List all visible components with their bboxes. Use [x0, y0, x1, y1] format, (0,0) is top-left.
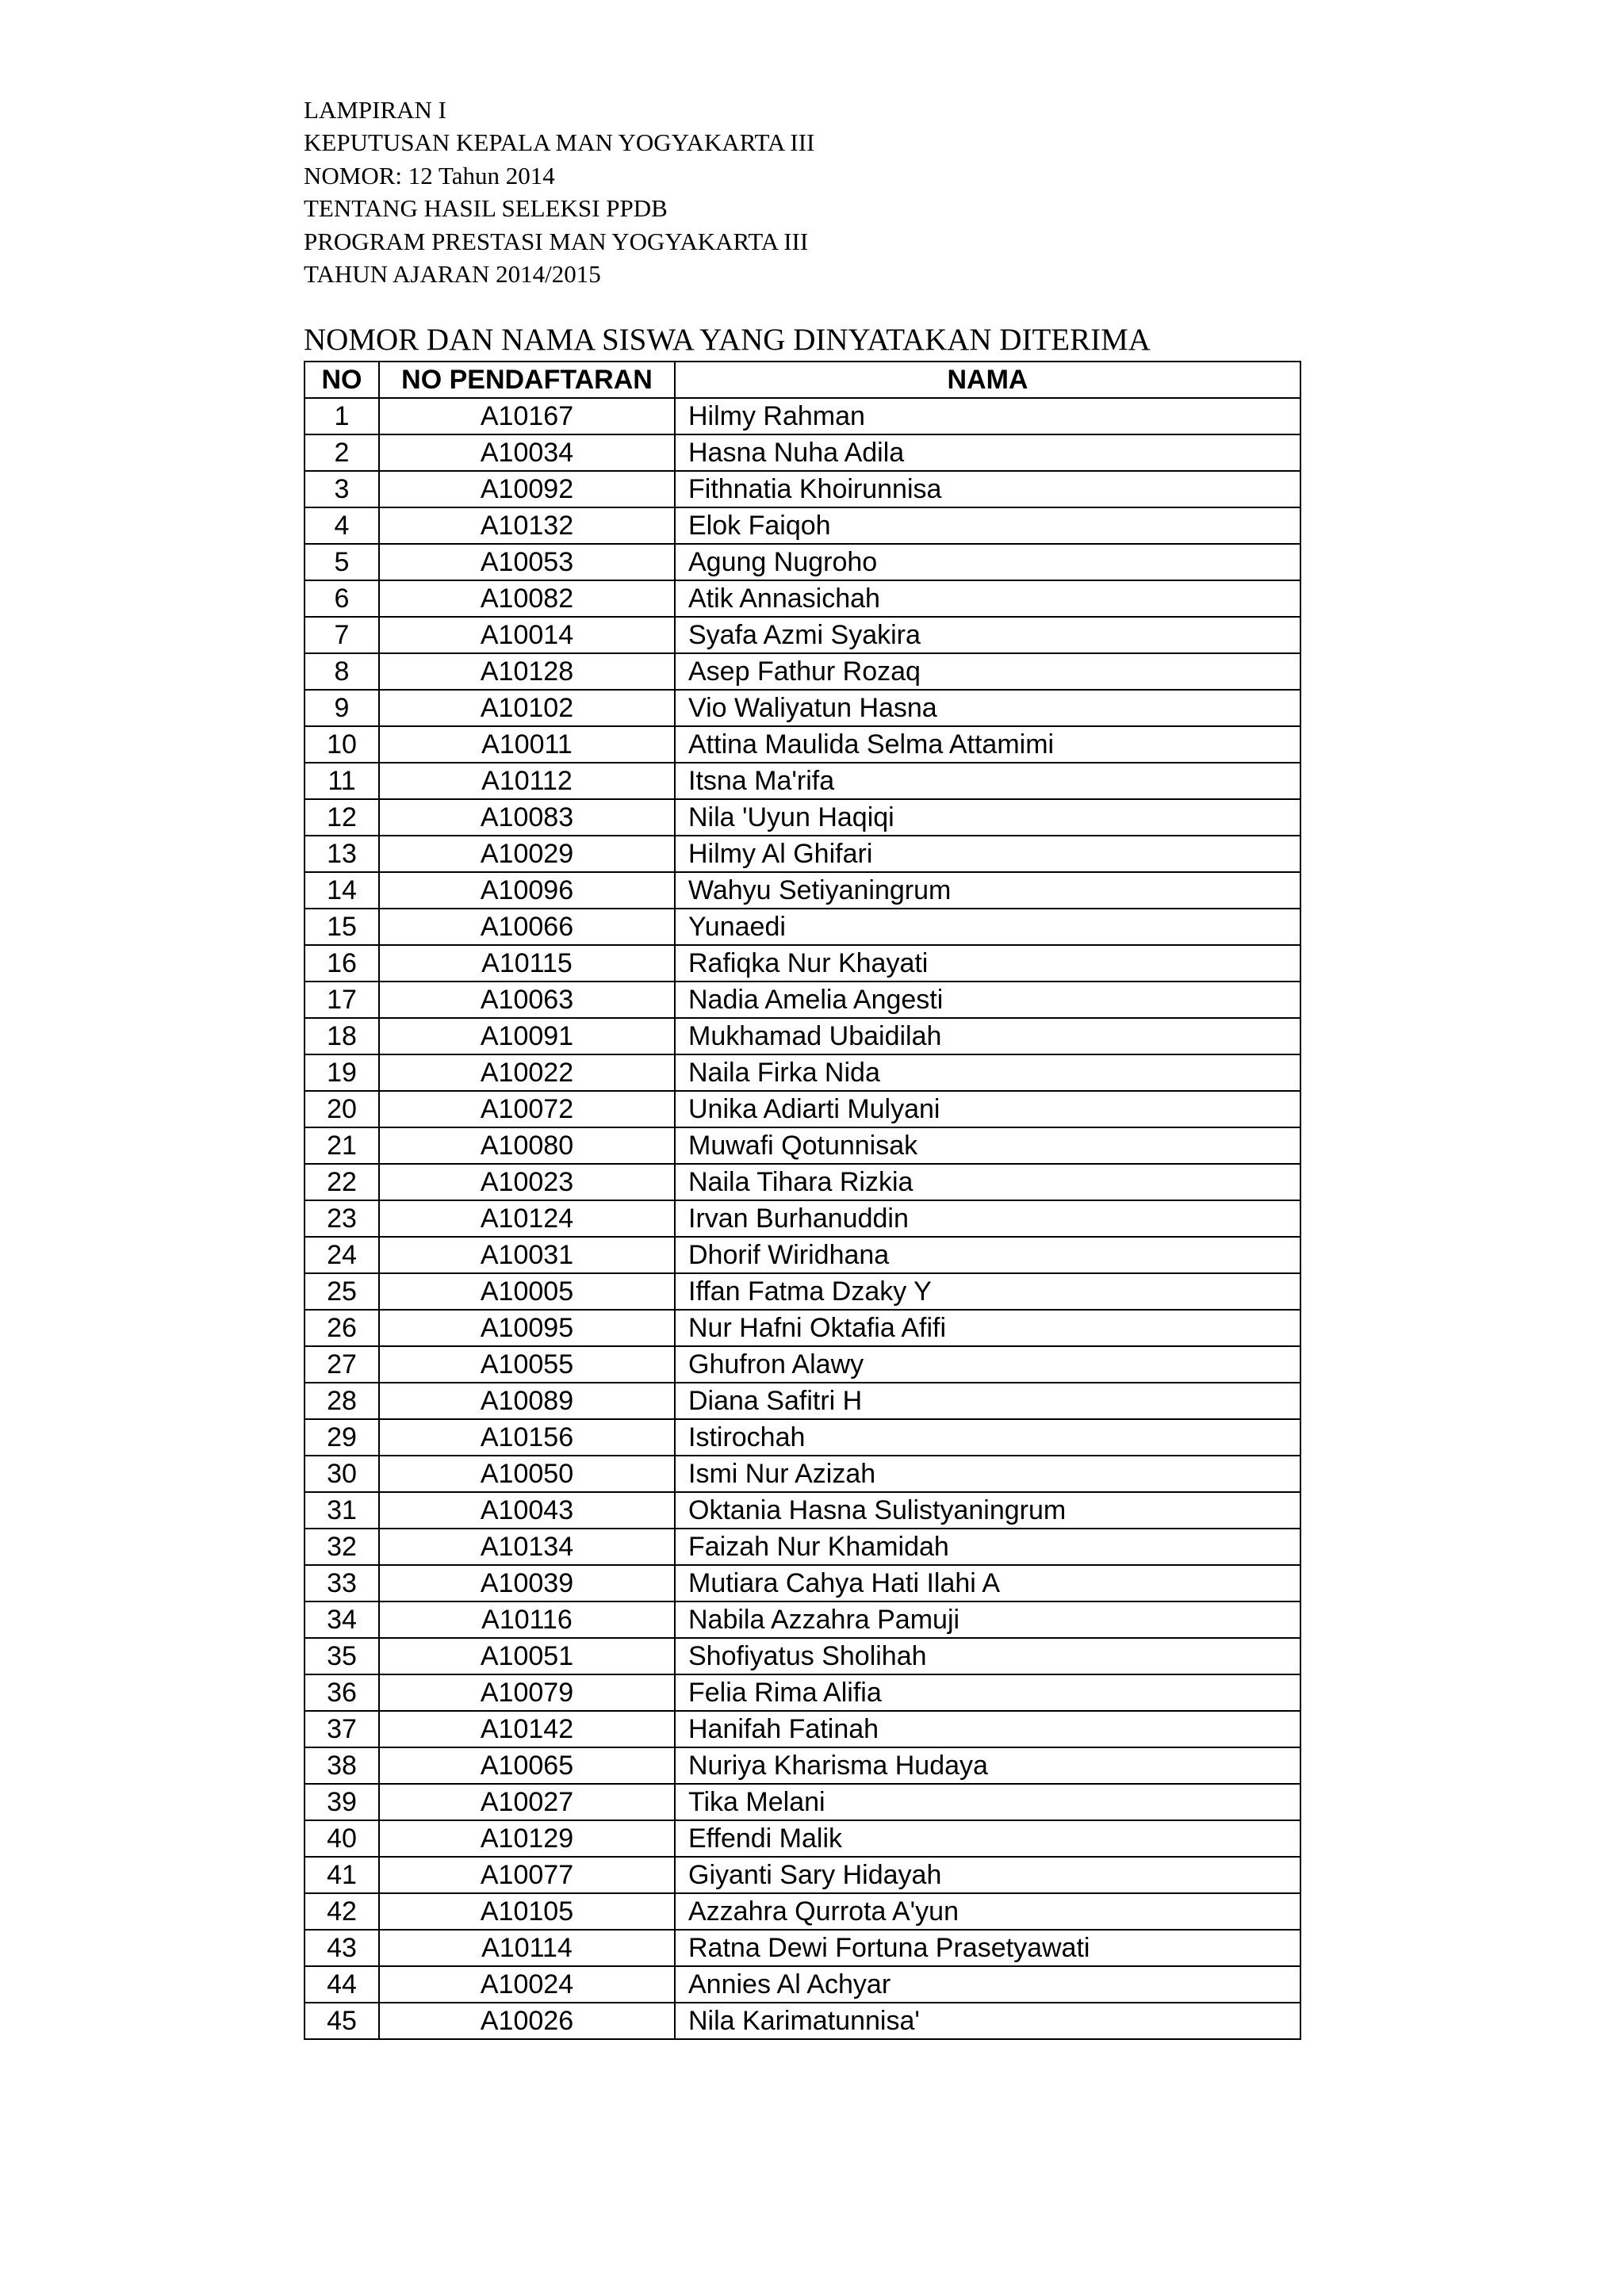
registration-number-cell: A10011 — [379, 726, 675, 763]
student-name-cell: Tika Melani — [675, 1784, 1300, 1820]
student-name-cell: Nila 'Uyun Haqiqi — [675, 799, 1300, 836]
registration-number-cell: A10089 — [379, 1383, 675, 1419]
table-row — [304, 1711, 1300, 1747]
accepted-students-table — [304, 361, 1301, 2040]
row-number-cell: 15 — [304, 909, 379, 945]
registration-number-cell: A10034 — [379, 434, 675, 471]
registration-number-cell: A10112 — [379, 763, 675, 799]
table-row — [304, 617, 1300, 653]
student-name-cell: Naila Tihara Rizkia — [675, 1164, 1300, 1200]
row-number-cell: 11 — [304, 763, 379, 799]
student-name-cell: Agung Nugroho — [675, 544, 1300, 580]
registration-number-cell: A10065 — [379, 1747, 675, 1784]
row-number-cell: 23 — [304, 1200, 379, 1237]
table-row — [304, 1747, 1300, 1784]
row-number-cell: 1 — [304, 398, 379, 434]
registration-number-cell: A10116 — [379, 1601, 675, 1638]
student-name-cell: Oktania Hasna Sulistyaningrum — [675, 1492, 1300, 1529]
table-row — [304, 1164, 1300, 1200]
table-row — [304, 1346, 1300, 1383]
student-name-cell: Mukhamad Ubaidilah — [675, 1018, 1300, 1054]
student-name-cell: Dhorif Wiridhana — [675, 1237, 1300, 1273]
table-body — [304, 398, 1300, 2039]
registration-number-cell: A10083 — [379, 799, 675, 836]
row-number-cell: 12 — [304, 799, 379, 836]
table-row — [304, 726, 1300, 763]
table-row — [304, 1383, 1300, 1419]
registration-number-cell: A10055 — [379, 1346, 675, 1383]
table-row — [304, 1127, 1300, 1164]
registration-number-cell: A10124 — [379, 1200, 675, 1237]
student-name-cell: Nuriya Kharisma Hudaya — [675, 1747, 1300, 1784]
student-name-cell: Hanifah Fatinah — [675, 1711, 1300, 1747]
registration-number-cell: A10066 — [379, 909, 675, 945]
registration-number-cell: A10014 — [379, 617, 675, 653]
student-name-cell: Hasna Nuha Adila — [675, 434, 1300, 471]
table-row — [304, 836, 1300, 872]
row-number-cell: 32 — [304, 1529, 379, 1565]
student-name-cell: Giyanti Sary Hidayah — [675, 1857, 1300, 1893]
registration-number-cell: A10005 — [379, 1273, 675, 1310]
table-row — [304, 982, 1300, 1018]
student-name-cell: Azzahra Qurrota A'yun — [675, 1893, 1300, 1930]
registration-number-cell: A10096 — [379, 872, 675, 909]
registration-number-cell: A10053 — [379, 544, 675, 580]
registration-number-cell: A10022 — [379, 1054, 675, 1091]
registration-number-cell: A10092 — [379, 471, 675, 507]
student-name-cell: Atik Annasichah — [675, 580, 1300, 617]
table-header-row — [304, 362, 1300, 398]
table-row — [304, 434, 1300, 471]
student-name-cell: Itsna Ma'rifa — [675, 763, 1300, 799]
registration-number-cell: A10063 — [379, 982, 675, 1018]
row-number-cell: 43 — [304, 1930, 379, 1966]
registration-number-cell: A10156 — [379, 1419, 675, 1456]
table-row — [304, 1638, 1300, 1674]
table-row — [304, 690, 1300, 726]
row-number-cell: 30 — [304, 1456, 379, 1492]
registration-number-cell: A10080 — [379, 1127, 675, 1164]
row-number-cell: 19 — [304, 1054, 379, 1091]
table-row — [304, 544, 1300, 580]
registration-number-cell: A10024 — [379, 1966, 675, 2003]
header-line-academic-year: TAHUN AJARAN 2014/2015 — [304, 260, 601, 289]
row-number-cell: 25 — [304, 1273, 379, 1310]
table-row — [304, 1893, 1300, 1930]
table-row — [304, 945, 1300, 982]
student-name-cell: Ghufron Alawy — [675, 1346, 1300, 1383]
table-row — [304, 471, 1300, 507]
header-line-number: NOMOR: 12 Tahun 2014 — [304, 161, 555, 189]
registration-number-cell: A10105 — [379, 1893, 675, 1930]
registration-number-cell: A10102 — [379, 690, 675, 726]
table-row — [304, 1310, 1300, 1346]
table-row — [304, 763, 1300, 799]
row-number-cell: 13 — [304, 836, 379, 872]
row-number-cell: 16 — [304, 945, 379, 982]
table-row — [304, 1784, 1300, 1820]
row-number-cell: 45 — [304, 2003, 379, 2039]
table-row — [304, 1273, 1300, 1310]
row-number-cell: 5 — [304, 544, 379, 580]
student-name-cell: Mutiara Cahya Hati Ilahi A — [675, 1565, 1300, 1601]
table-row — [304, 1565, 1300, 1601]
student-name-cell: Wahyu Setiyaningrum — [675, 872, 1300, 909]
table-row — [304, 653, 1300, 690]
table-row — [304, 1529, 1300, 1565]
row-number-cell: 40 — [304, 1820, 379, 1857]
row-number-cell: 22 — [304, 1164, 379, 1200]
registration-number-cell: A10095 — [379, 1310, 675, 1346]
student-name-cell: Asep Fathur Rozaq — [675, 653, 1300, 690]
registration-number-cell: A10051 — [379, 1638, 675, 1674]
row-number-cell: 9 — [304, 690, 379, 726]
header-line-program: PROGRAM PRESTASI MAN YOGYAKARTA III — [304, 227, 809, 255]
student-name-cell: Nabila Azzahra Pamuji — [675, 1601, 1300, 1638]
row-number-cell: 28 — [304, 1383, 379, 1419]
row-number-cell: 29 — [304, 1419, 379, 1456]
table-row — [304, 1456, 1300, 1492]
row-number-cell: 6 — [304, 580, 379, 617]
registration-number-cell: A10114 — [379, 1930, 675, 1966]
row-number-cell: 26 — [304, 1310, 379, 1346]
student-name-cell: Faizah Nur Khamidah — [675, 1529, 1300, 1565]
row-number-cell: 31 — [304, 1492, 379, 1529]
row-number-cell: 37 — [304, 1711, 379, 1747]
student-name-cell: Ratna Dewi Fortuna Prasetyawati — [675, 1930, 1300, 1966]
student-name-cell: Effendi Malik — [675, 1820, 1300, 1857]
table-title: NOMOR DAN NAMA SISWA YANG DINYATAKAN DITERIMA — [304, 323, 1151, 357]
student-name-cell: Rafiqka Nur Khayati — [675, 945, 1300, 982]
row-number-cell: 4 — [304, 507, 379, 544]
table-row — [304, 1419, 1300, 1456]
document-header — [304, 94, 814, 290]
student-name-cell: Ismi Nur Azizah — [675, 1456, 1300, 1492]
student-name-cell: Nila Karimatunnisa' — [675, 2003, 1300, 2039]
table-row — [304, 507, 1300, 544]
header-line-attachment: LAMPIRAN I — [304, 96, 446, 124]
row-number-cell: 8 — [304, 653, 379, 690]
registration-number-cell: A10031 — [379, 1237, 675, 1273]
student-name-cell: Yunaedi — [675, 909, 1300, 945]
student-name-cell: Attina Maulida Selma Attamimi — [675, 726, 1300, 763]
table-row — [304, 1966, 1300, 2003]
student-name-cell: Irvan Burhanuddin — [675, 1200, 1300, 1237]
registration-number-cell: A10072 — [379, 1091, 675, 1127]
column-header-no: NO — [304, 362, 379, 398]
row-number-cell: 21 — [304, 1127, 379, 1164]
row-number-cell: 33 — [304, 1565, 379, 1601]
registration-number-cell: A10023 — [379, 1164, 675, 1200]
student-name-cell: Unika Adiarti Mulyani — [675, 1091, 1300, 1127]
student-name-cell: Muwafi Qotunnisak — [675, 1127, 1300, 1164]
student-name-cell: Istirochah — [675, 1419, 1300, 1456]
row-number-cell: 10 — [304, 726, 379, 763]
registration-number-cell: A10134 — [379, 1529, 675, 1565]
row-number-cell: 44 — [304, 1966, 379, 2003]
registration-number-cell: A10167 — [379, 398, 675, 434]
row-number-cell: 41 — [304, 1857, 379, 1893]
registration-number-cell: A10082 — [379, 580, 675, 617]
student-name-cell: Nur Hafni Oktafia Afifi — [675, 1310, 1300, 1346]
table-row — [304, 1857, 1300, 1893]
table-row — [304, 872, 1300, 909]
table-row — [304, 1054, 1300, 1091]
row-number-cell: 18 — [304, 1018, 379, 1054]
student-name-cell: Annies Al Achyar — [675, 1966, 1300, 2003]
row-number-cell: 7 — [304, 617, 379, 653]
student-name-cell: Elok Faiqoh — [675, 507, 1300, 544]
student-name-cell: Felia Rima Alifia — [675, 1674, 1300, 1711]
row-number-cell: 34 — [304, 1601, 379, 1638]
student-name-cell: Naila Firka Nida — [675, 1054, 1300, 1091]
row-number-cell: 2 — [304, 434, 379, 471]
registration-number-cell: A10132 — [379, 507, 675, 544]
table-row — [304, 1200, 1300, 1237]
registration-number-cell: A10079 — [379, 1674, 675, 1711]
row-number-cell: 24 — [304, 1237, 379, 1273]
student-name-cell: Hilmy Rahman — [675, 398, 1300, 434]
table-row — [304, 1018, 1300, 1054]
column-header-name: NAMA — [675, 362, 1300, 398]
row-number-cell: 42 — [304, 1893, 379, 1930]
table-row — [304, 909, 1300, 945]
student-name-cell: Syafa Azmi Syakira — [675, 617, 1300, 653]
registration-number-cell: A10027 — [379, 1784, 675, 1820]
table-row — [304, 2003, 1300, 2039]
row-number-cell: 27 — [304, 1346, 379, 1383]
table-row — [304, 799, 1300, 836]
registration-number-cell: A10115 — [379, 945, 675, 982]
row-number-cell: 3 — [304, 471, 379, 507]
table-row — [304, 580, 1300, 617]
registration-number-cell: A10129 — [379, 1820, 675, 1857]
table-row — [304, 1237, 1300, 1273]
student-name-cell: Hilmy Al Ghifari — [675, 836, 1300, 872]
row-number-cell: 38 — [304, 1747, 379, 1784]
registration-number-cell: A10039 — [379, 1565, 675, 1601]
table-row — [304, 1930, 1300, 1966]
student-name-cell: Iffan Fatma Dzaky Y — [675, 1273, 1300, 1310]
registration-number-cell: A10026 — [379, 2003, 675, 2039]
row-number-cell: 20 — [304, 1091, 379, 1127]
table-row — [304, 1820, 1300, 1857]
row-number-cell: 36 — [304, 1674, 379, 1711]
table-row — [304, 398, 1300, 434]
table-row — [304, 1674, 1300, 1711]
header-line-subject: TENTANG HASIL SELEKSI PPDB — [304, 194, 668, 223]
row-number-cell: 39 — [304, 1784, 379, 1820]
header-line-decree: KEPUTUSAN KEPALA MAN YOGYAKARTA III — [304, 128, 815, 157]
row-number-cell: 35 — [304, 1638, 379, 1674]
student-name-cell: Nadia Amelia Angesti — [675, 982, 1300, 1018]
row-number-cell: 17 — [304, 982, 379, 1018]
row-number-cell: 14 — [304, 872, 379, 909]
student-name-cell: Diana Safitri H — [675, 1383, 1300, 1419]
column-header-registration-number: NO PENDAFTARAN — [379, 362, 675, 398]
registration-number-cell: A10043 — [379, 1492, 675, 1529]
registration-number-cell: A10142 — [379, 1711, 675, 1747]
registration-number-cell: A10091 — [379, 1018, 675, 1054]
registration-number-cell: A10050 — [379, 1456, 675, 1492]
student-name-cell: Fithnatia Khoirunnisa — [675, 471, 1300, 507]
registration-number-cell: A10077 — [379, 1857, 675, 1893]
table-row — [304, 1091, 1300, 1127]
table-row — [304, 1492, 1300, 1529]
registration-number-cell: A10029 — [379, 836, 675, 872]
registration-number-cell: A10128 — [379, 653, 675, 690]
student-name-cell: Shofiyatus Sholihah — [675, 1638, 1300, 1674]
table-row — [304, 1601, 1300, 1638]
student-name-cell: Vio Waliyatun Hasna — [675, 690, 1300, 726]
